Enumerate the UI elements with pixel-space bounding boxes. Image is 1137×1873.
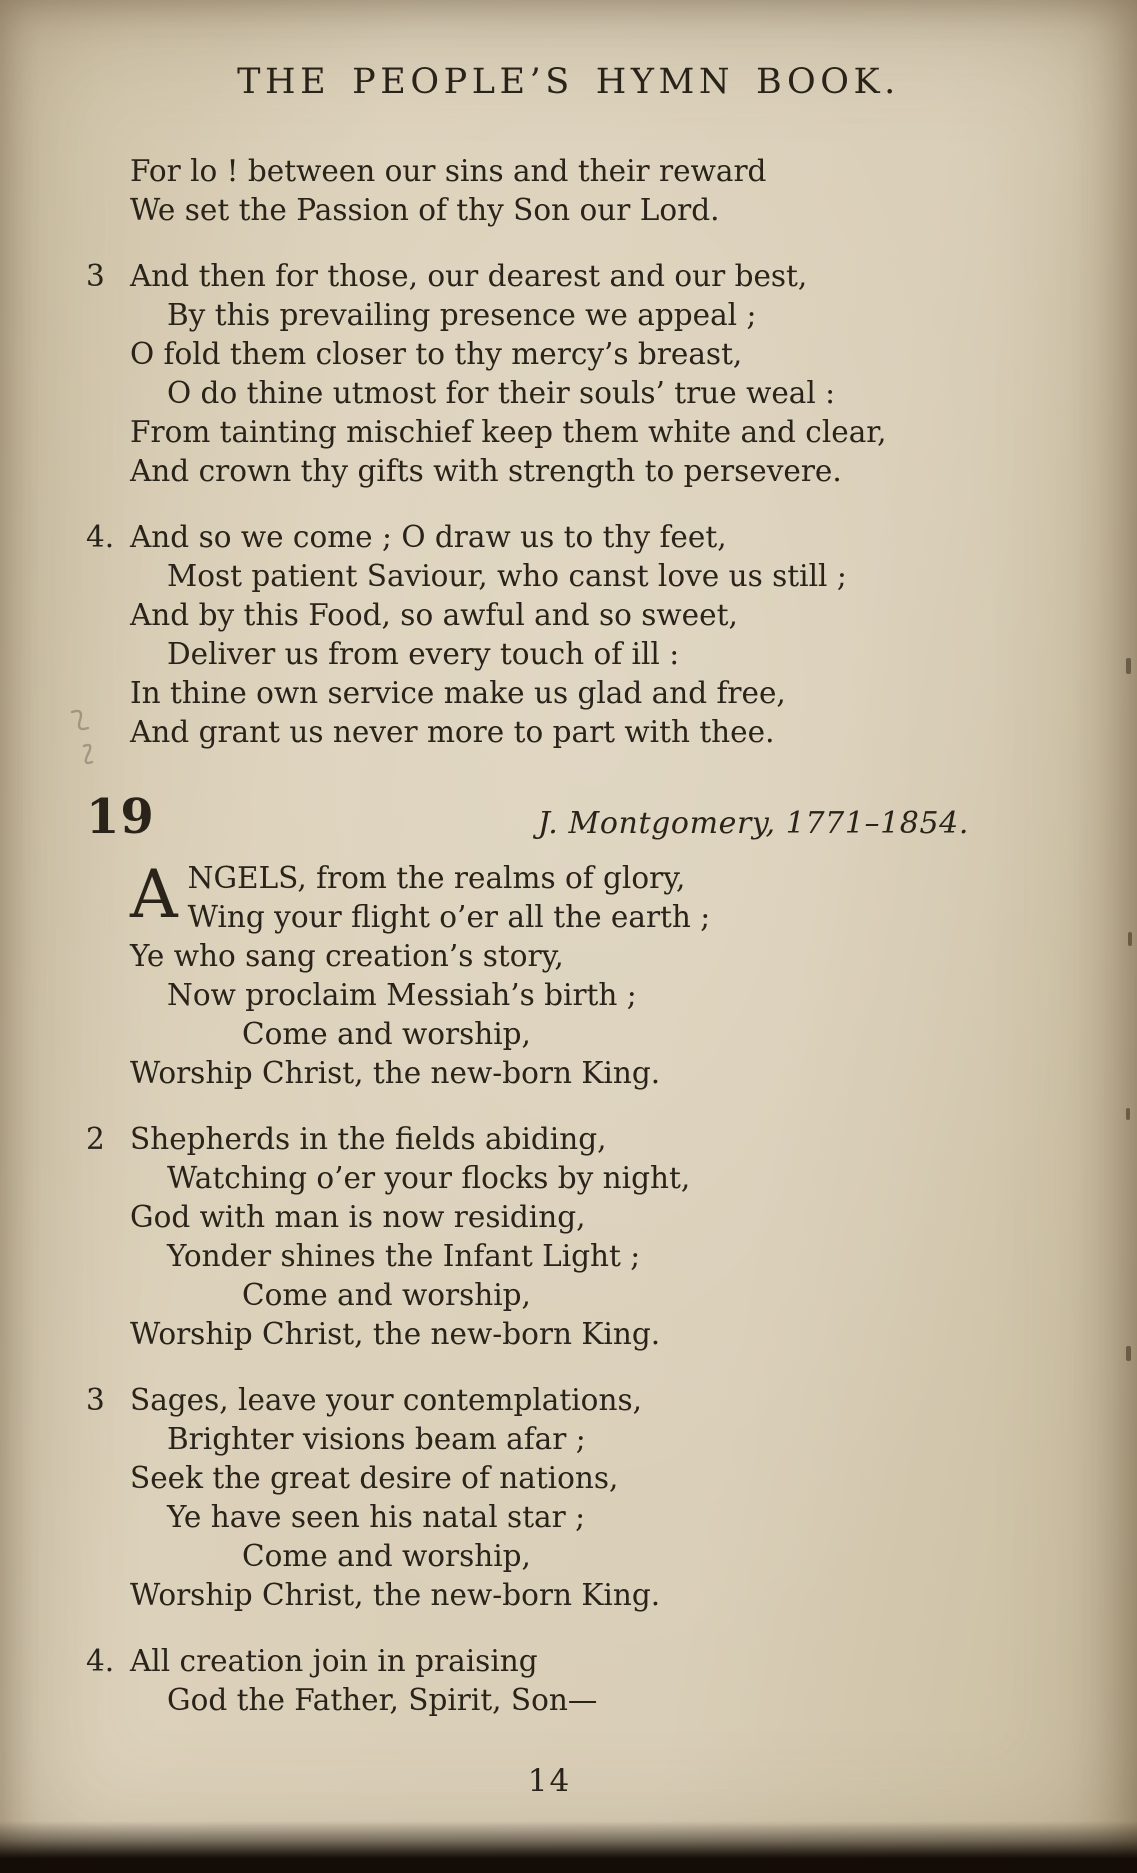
verse-line: And grant us never more to part with thee. xyxy=(130,715,775,749)
stanza-number: 2 xyxy=(86,1122,105,1156)
stanza-number: 3 xyxy=(86,1383,105,1417)
verse-line: Yonder shines the Infant Light ; xyxy=(167,1239,641,1273)
stanza-body xyxy=(130,1381,969,1615)
verse-line: And crown thy gifts with strength to persevere. xyxy=(130,454,842,488)
verse-line: And by this Food, so awful and so sweet, xyxy=(130,598,738,632)
stanza-body xyxy=(130,152,969,230)
verse-line: Seek the great desire of nations, xyxy=(130,1461,619,1495)
verse-line: Sages, leave your contemplations, xyxy=(130,1383,642,1417)
verse-line: Worship Christ, the new-born King. xyxy=(130,1578,661,1612)
running-header: THE PEOPLE’S HYMN BOOK. xyxy=(237,62,900,102)
verse-line: Brighter visions beam afar ; xyxy=(167,1422,586,1456)
page-number: 14 xyxy=(527,1763,572,1799)
verse-line: Now proclaim Messiah’s birth ; xyxy=(167,978,637,1012)
verse-line: God the Father, Spirit, Son— xyxy=(167,1683,598,1717)
verse-line: In thine own service make us glad and free, xyxy=(130,676,786,710)
stanza-body xyxy=(130,257,969,491)
scan-speck xyxy=(1126,1346,1131,1361)
stanza-number: 4. xyxy=(86,1644,115,1678)
scan-speck xyxy=(1126,658,1131,674)
verse-line: O do thine utmost for their souls’ true weal : xyxy=(167,376,836,410)
hymn-19-stanzas xyxy=(86,856,969,1720)
verse-line: From tainting mischief keep them white and clear, xyxy=(130,415,887,449)
page-bottom-edge xyxy=(0,1821,1137,1873)
stanza-body xyxy=(130,1642,969,1720)
verse-line: Most patient Saviour, who canst love us still ; xyxy=(167,559,847,593)
verse-line: Deliver us from every touch of ill : xyxy=(167,637,680,671)
stanza-body xyxy=(130,856,969,1093)
page-content xyxy=(0,102,1137,1801)
stanza xyxy=(86,257,969,491)
stanza-body xyxy=(130,518,969,752)
verse-line: God with man is now residing, xyxy=(130,1200,586,1234)
verse-line: Wing your flight o’er all the earth ; xyxy=(187,900,711,934)
stanza-body xyxy=(130,1120,969,1354)
verse-line: Watching o’er your flocks by night, xyxy=(167,1161,691,1195)
previous-hymn-stanzas xyxy=(86,152,969,752)
verse-line: For lo ! between our sins and their reward xyxy=(130,154,767,188)
verse-line: O fold them closer to thy mercy’s breast, xyxy=(130,337,743,371)
verse-line: By this prevailing presence we appeal ; xyxy=(167,298,757,332)
drop-cap-initial: A xyxy=(130,856,178,933)
verse-line: Come and worship, xyxy=(242,1278,531,1312)
verse-line: And so we come ; O draw us to thy feet, xyxy=(130,520,727,554)
verse-line: Worship Christ, the new-born King. xyxy=(130,1317,661,1351)
scan-speck xyxy=(1128,932,1132,946)
hymn-attribution: J. Montgomery, 1771–1854. xyxy=(537,806,969,841)
verse-line: And then for those, our dearest and our best, xyxy=(130,259,808,293)
stanza xyxy=(86,1120,969,1354)
scan-speck xyxy=(1126,1108,1130,1120)
hymn-heading xyxy=(86,789,969,845)
verse-line: Come and worship, xyxy=(242,1539,531,1573)
verse-line: Ye who sang creation’s story, xyxy=(130,939,564,973)
verse-line: Shepherds in the fields abiding, xyxy=(130,1122,607,1156)
stanza-number: 4. xyxy=(86,520,115,554)
hymn-number: 19 xyxy=(86,789,155,845)
stanza-number: 3 xyxy=(86,259,105,293)
stanza xyxy=(86,1642,969,1720)
verse-line: All creation join in praising xyxy=(130,1644,538,1678)
stanza xyxy=(86,518,969,752)
verse-line: Worship Christ, the new-born King. xyxy=(130,1056,661,1090)
verse-line: Come and worship, xyxy=(242,1017,531,1051)
pencil-mark xyxy=(64,706,104,776)
verse-line: We set the Passion of thy Son our Lord. xyxy=(130,193,720,227)
verse-line: Ye have seen his natal star ; xyxy=(167,1500,586,1534)
stanza xyxy=(130,856,969,1093)
stanza xyxy=(86,1381,969,1615)
stanza xyxy=(130,152,969,230)
verse-line: NGELS, from the realms of glory, xyxy=(187,861,686,895)
